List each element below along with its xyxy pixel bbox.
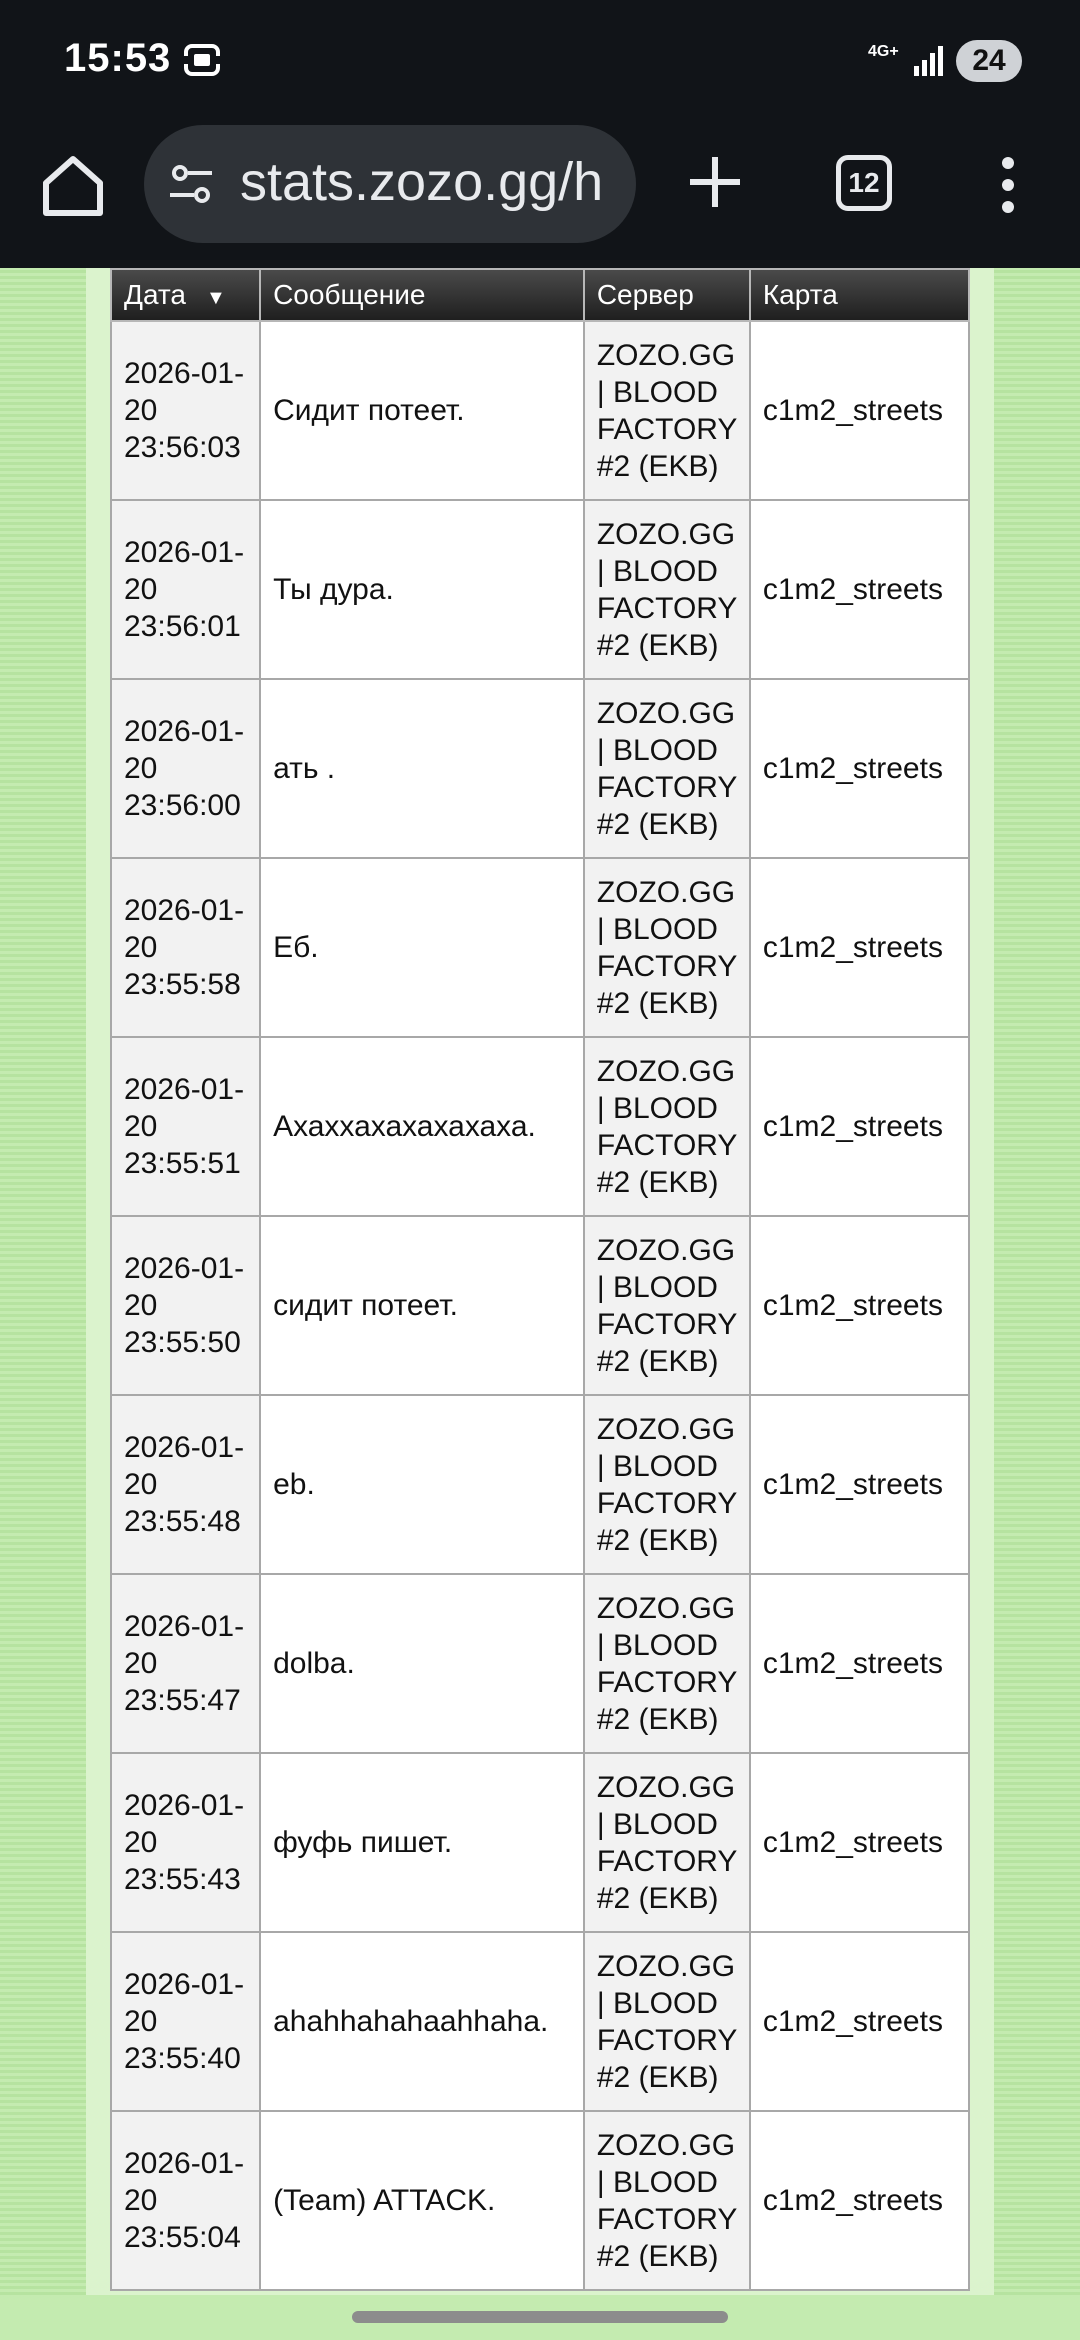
url-bar[interactable] bbox=[144, 125, 636, 243]
plus-icon[interactable] bbox=[682, 149, 748, 215]
cell-message: Еб. bbox=[260, 858, 584, 1037]
cell-server: ZOZO.GG | BLOOD FACTORY #2 (EKB) bbox=[584, 679, 750, 858]
cell-map: c1m2_streets bbox=[750, 321, 969, 500]
cell-map: c1m2_streets bbox=[750, 1216, 969, 1395]
cell-message: eb. bbox=[260, 1395, 584, 1574]
cell-server: ZOZO.GG | BLOOD FACTORY #2 (EKB) bbox=[584, 1574, 750, 1753]
cell-map: c1m2_streets bbox=[750, 2111, 969, 2290]
header-message[interactable]: Сообщение bbox=[260, 269, 584, 321]
cell-map: c1m2_streets bbox=[750, 500, 969, 679]
cell-date: 2026-01-20 23:55:40 bbox=[111, 1932, 260, 2111]
sort-desc-icon: ▼ bbox=[206, 287, 226, 309]
cell-server: ZOZO.GG | BLOOD FACTORY #2 (EKB) bbox=[584, 1037, 750, 1216]
cell-message: dolba. bbox=[260, 1574, 584, 1753]
screenshot-icon bbox=[182, 40, 222, 80]
status-time: 15:53 bbox=[64, 36, 172, 80]
cell-map: c1m2_streets bbox=[750, 1037, 969, 1216]
cell-map: c1m2_streets bbox=[750, 1574, 969, 1753]
cell-server: ZOZO.GG | BLOOD FACTORY #2 (EKB) bbox=[584, 2111, 750, 2290]
header-map[interactable]: Карта bbox=[750, 269, 969, 321]
cell-date: 2026-01-20 23:56:03 bbox=[111, 321, 260, 500]
cell-date: 2026-01-20 23:55:50 bbox=[111, 1216, 260, 1395]
table-body bbox=[111, 321, 969, 2290]
battery-level: 24 bbox=[956, 40, 1022, 82]
cell-date: 2026-01-20 23:55:43 bbox=[111, 1753, 260, 1932]
more-vert-icon[interactable] bbox=[990, 155, 1026, 215]
cell-message: Ты дура. bbox=[260, 500, 584, 679]
cell-message: ать . bbox=[260, 679, 584, 858]
cell-message: Сидит потеет. bbox=[260, 321, 584, 500]
tabs-button[interactable]: 12 bbox=[836, 155, 892, 211]
cell-date: 2026-01-20 23:55:04 bbox=[111, 2111, 260, 2290]
table-row bbox=[111, 858, 969, 1037]
cell-message: (Team) ATTACK. bbox=[260, 2111, 584, 2290]
table-row bbox=[111, 679, 969, 858]
browser-toolbar bbox=[0, 125, 1080, 268]
table-header-row bbox=[111, 269, 969, 321]
cell-server: ZOZO.GG | BLOOD FACTORY #2 (EKB) bbox=[584, 1753, 750, 1932]
cell-server: ZOZO.GG | BLOOD FACTORY #2 (EKB) bbox=[584, 858, 750, 1037]
table-row bbox=[111, 1037, 969, 1216]
cell-date: 2026-01-20 23:55:51 bbox=[111, 1037, 260, 1216]
cell-date: 2026-01-20 23:55:58 bbox=[111, 858, 260, 1037]
cell-server: ZOZO.GG | BLOOD FACTORY #2 (EKB) bbox=[584, 1216, 750, 1395]
cell-message: Ахаххахахахахаха. bbox=[260, 1037, 584, 1216]
cell-server: ZOZO.GG | BLOOD FACTORY #2 (EKB) bbox=[584, 1395, 750, 1574]
cell-server: ZOZO.GG | BLOOD FACTORY #2 (EKB) bbox=[584, 321, 750, 500]
cell-message: фуфь пишет. bbox=[260, 1753, 584, 1932]
cell-server: ZOZO.GG | BLOOD FACTORY #2 (EKB) bbox=[584, 500, 750, 679]
page-content bbox=[0, 268, 1080, 2340]
table-row bbox=[111, 500, 969, 679]
cell-map: c1m2_streets bbox=[750, 1753, 969, 1932]
cell-date: 2026-01-20 23:55:47 bbox=[111, 1574, 260, 1753]
table-row bbox=[111, 1574, 969, 1753]
table-row bbox=[111, 1216, 969, 1395]
cell-map: c1m2_streets bbox=[750, 1395, 969, 1574]
table-row bbox=[111, 321, 969, 500]
cell-map: c1m2_streets bbox=[750, 858, 969, 1037]
cell-date: 2026-01-20 23:56:00 bbox=[111, 679, 260, 858]
gesture-handle[interactable] bbox=[352, 2311, 728, 2323]
cell-map: c1m2_streets bbox=[750, 1932, 969, 2111]
cell-map: c1m2_streets bbox=[750, 679, 969, 858]
header-server[interactable]: Сервер bbox=[584, 269, 750, 321]
cell-message: ahahhahahaahhaha. bbox=[260, 1932, 584, 2111]
cell-message: сидит потеет. bbox=[260, 1216, 584, 1395]
status-bar bbox=[0, 0, 1080, 125]
home-icon[interactable] bbox=[38, 151, 108, 221]
table-row bbox=[111, 1395, 969, 1574]
cell-server: ZOZO.GG | BLOOD FACTORY #2 (EKB) bbox=[584, 1932, 750, 2111]
url-text[interactable]: stats.zozo.gg/h bbox=[240, 152, 604, 212]
signal-icon bbox=[912, 44, 946, 78]
header-date[interactable]: Дата ▼ bbox=[111, 269, 260, 321]
tune-icon[interactable] bbox=[168, 161, 214, 207]
cell-date: 2026-01-20 23:55:48 bbox=[111, 1395, 260, 1574]
table-row bbox=[111, 1932, 969, 2111]
network-type: 4G+ bbox=[868, 43, 899, 60]
table-row bbox=[111, 2111, 969, 2290]
table-row bbox=[111, 1753, 969, 1932]
cell-date: 2026-01-20 23:56:01 bbox=[111, 500, 260, 679]
chat-log-table bbox=[110, 268, 970, 2291]
